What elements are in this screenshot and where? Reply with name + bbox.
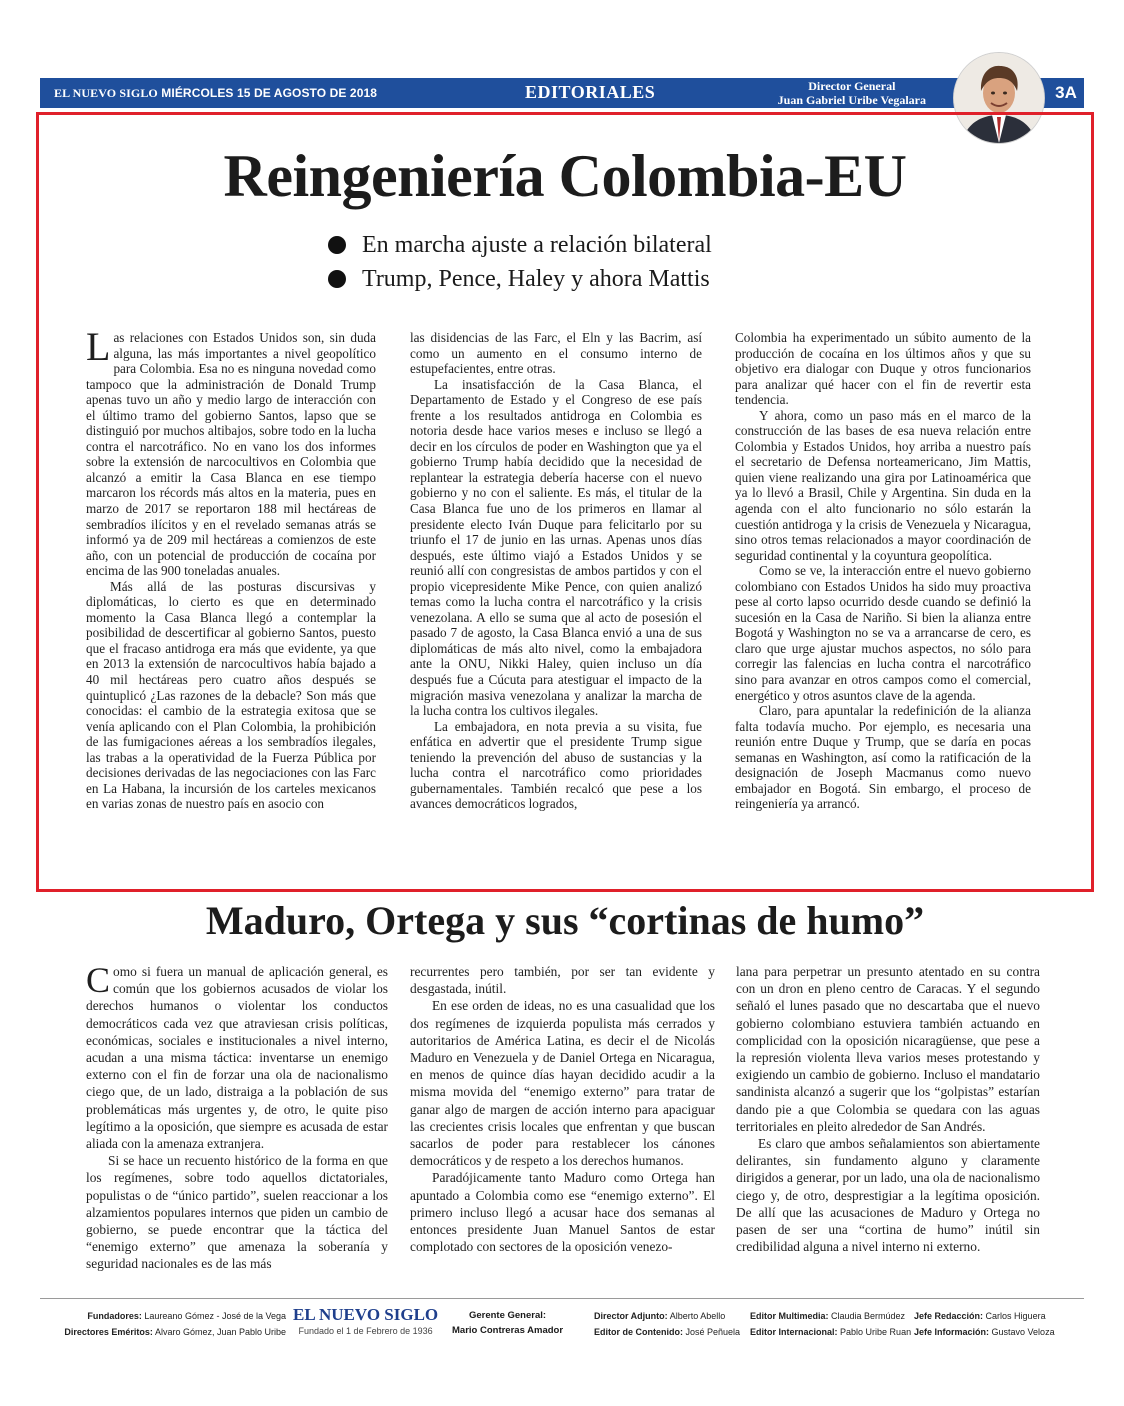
paragraph: Más allá de las posturas discursivas y diplomáticas, lo cierto es que en determinado momento la Casa Blanca llegó a contemplar la posibilidad de descertificar al gobierno Santos, puesto que el fracaso antidroga era más que evidente, ya que en 2013 la extensión de narcocultivos había bajado a 40 mil hectáreas pero cuatro años después se quintuplicó ¿Las razones de la debacle? Son más que conocidas: el cambio de la estrategia exitosa que se venía aplicando con el Plan Colombia, la prohibición de las fumigaciones aéreas a los sembradíos ilegales, las trabas a la operatividad de la Fuerza Pública por decisiones derivadas de las negociaciones con las Farc en La Habana, la incursión de los carteles mexicanos en varias zonas de nuestro país en asocio con	[86, 578, 376, 812]
footer-value: Alvaro Gómez, Juan Pablo Uribe	[154, 1327, 286, 1337]
paragraph: La embajadora, en nota previa a su visita, fue enfática en advertir que el presidente Trump sigue teniendo la prevención del abuso de sustancias y la lucha contra el narcotráfico como prioridades gubernamentales. También recalcó que pese a los avances democráticos logrados,	[410, 718, 702, 812]
paragraph: La insatisfacción de la Casa Blanca, el Departamento de Estado y el Congreso de ese país frente a los resultados antidroga en Colombia es notoria desde hace varios meses e incluso se llegó a decir en los círculos de poder en Washington que ya el gobierno Trump había decidido que la necesidad de replantear la estrategia debería hacerse con el nuevo gobierno y no con el saliente. Es más, el titular de la Casa Blanca fue uno de los primeros en llamar al presidente electo Iván Duque para felicitarlo por su triunfo el 17 de junio en las urnas. Apenas unos días después, este último viajó a Estados Unidos y se reunió allí con congresistas de ambos partidos y con el propio vicepresidente Mike Pence, con quien analizó temas como la lucha contra el narcotráfico y la crisis venezolana. A ello se suma que al acto de posesión el pasado 7 de agosto, la Casa Blanca envió a una de sus diplomáticas de más alto nivel, como la embajadora ante la ONU, Nikki Haley, quien incluso un día después fue a Cúcuta para atestiguar el impacto de la migración masiva venezolana y analizar la marcha de la lucha contra los cultivos ilegales.	[410, 376, 702, 719]
footer-label: Editor Internacional:	[750, 1327, 838, 1337]
footer-value: Pablo Uribe Ruan	[840, 1327, 912, 1337]
subhead-item	[328, 228, 712, 262]
page-header-band	[40, 78, 1084, 108]
footer-editors-2	[750, 1308, 911, 1340]
drop-cap: L	[86, 324, 111, 369]
footer-label: Jefe Información:	[914, 1327, 990, 1337]
footer-value: Carlos Higuera	[985, 1311, 1046, 1321]
editorial-2-column-1	[86, 960, 388, 1273]
footer-founders	[62, 1308, 286, 1340]
header-paper-name: EL NUEVO SIGLO	[54, 86, 158, 100]
paragraph: omo si fuera un manual de aplicación general, es común que los gobiernos acusados de violar los derechos humanos o violentar los conductos democráticos cada vez que atraviesan crisis políticas, económicas, sociales e institucionales a nivel interno, acudan a una misma táctica: inventarse un enemigo externo con el fin de forzar una ola de nacionalismo ciego que, de un lado, distraiga a la población de sus problemáticas más urgentes y, de otro, le quite piso legítimo a la oposición, que siempre es acusada de estar aliada con la amenaza extranjera.	[86, 964, 388, 1152]
footer-founded-date: Fundado el 1 de Febrero de 1936	[298, 1326, 433, 1336]
paragraph: Y ahora, como un paso más en el marco de la construcción de las bases de esa nueva relación entre Colombia y Estados Unidos, hoy arriba a nuestro país el secretario de Defensa norteamericano, Jim Mattis, quien viene realizando una gira por Latinoamérica que ya lo llevó a Brasil, Chile y Argentina. Sin duda en la agenda con el alto funcionario no sólo estarán la cuestión antidroga y la crisis de Venezuela y Nicaragua, sino otros temas relacionados a mayor coordinación de seguridad continental y la coyuntura geopolítica.	[735, 407, 1031, 563]
footer-manager	[452, 1308, 563, 1338]
footer-divider	[40, 1298, 1084, 1299]
bullet-icon	[328, 236, 346, 254]
paragraph: las disidencias de las Farc, el Eln y las Bacrim, así como un aumento en el consumo interno de estupefacientes, entre otras.	[410, 330, 702, 377]
footer-value: José Peñuela	[685, 1327, 741, 1337]
paragraph: Como se ve, la interacción entre el nuevo gobierno colombiano con Estados Unidos ha sido muy proactiva pese al corto lapso ocurrido desde cuando se definió la sucesión en la Casa de Nariño. Si bien la alianza entre Bogotá y Washington no se va a arrancarse de cero, es claro que urge ajustar muchos aspectos, no sólo para corregir las falencias en lucha contra el narcotráfico sino para avanzar en otros campos como el comercial, energético y otros asuntos clave de la agenda.	[735, 563, 1031, 703]
section-title: EDITORIALES	[525, 82, 656, 102]
footer-value: Gustavo Veloza	[991, 1327, 1055, 1337]
paragraph: recurrentes pero también, por ser tan evidente y desgastada, inútil.	[410, 964, 715, 997]
footer-label: Editor de Contenido:	[594, 1327, 683, 1337]
footer-masthead	[293, 1306, 438, 1338]
director-credit	[778, 79, 926, 107]
director-title: Director General	[808, 79, 896, 93]
director-name: Juan Gabriel Uribe Vegalara	[777, 93, 926, 107]
editorial-1-column-1	[86, 324, 376, 812]
footer-editors-1	[594, 1308, 740, 1340]
footer-label: Jefe Redacción:	[914, 1311, 984, 1321]
footer-label: Editor Multimedia:	[750, 1311, 829, 1321]
footer-label: Directores Eméritos:	[64, 1327, 153, 1337]
subhead-text: En marcha ajuste a relación bilateral	[362, 231, 712, 258]
paragraph: Colombia ha experimentado un súbito aumento de la producción de cocaína en los últimos años y que su objetivo era dialogar con Duque y otros funcionarios para analizar qué hacer con el fin de revertir esta tendencia.	[735, 330, 1031, 408]
paragraph: En ese orden de ideas, no es una casualidad que los dos regímenes de izquierda populista más cerrados y autoritarios de América Latina, es decir el de Nicolás Maduro en Venezuela y de Daniel Ortega en Nicaragua, en menos de quince días hayan decidido acudir a la misma movida del “enemigo externo” para tratar de ganar algo de margen de acción interno para apaciguar las crecientes crisis locales que enfrentan y que buscan sacarlos de poder para restablecer los cánones democráticos y de respeto a los derechos humanos.	[410, 998, 715, 1169]
paragraph: lana para perpetrar un presunto atentado en su contra con un dron en pleno centro de Caracas. Y el segundo señaló el lunes pasado que no descartaba que el nuevo gobierno colombiano estuviera también actuando en complicidad con la oposición nicaragüense, que pese a la represión violenta lleva varios meses protestando y exigiendo un cambio de gobierno. Incluso el mandatario sandinista alcanzó a sugerir que los “golpistas” estarían dando pie a que Colombia se quedara con las aguas territoriales en pleito alrededor de San Andrés.	[736, 964, 1040, 1134]
editorial-1-column-2	[410, 330, 702, 812]
subhead-text: Trump, Pence, Haley y ahora Mattis	[362, 265, 710, 292]
header-date: MIÉRCOLES 15 DE AGOSTO DE 2018	[161, 86, 378, 100]
footer-value: Laureano Gómez - José de la Vega	[144, 1311, 286, 1321]
footer-paper-name: EL NUEVO SIGLO	[293, 1305, 439, 1324]
footer-label: Director Adjunto:	[594, 1311, 668, 1321]
footer-editors-3	[914, 1308, 1055, 1340]
paragraph: Es claro que ambos señalamientos son abiertamente delirantes, sin fundamento alguno y claramente dirigidos a generar, por un lado, una ola de nacionalismo ciego y, de otro, desprestigiar a la legítima oposición. De allí que las acusaciones de Maduro y Ortega no pasen de ser una “cortina de humo” inútil sin credibilidad alguna a nivel interno ni externo.	[736, 1136, 1041, 1255]
footer-label: Gerente General:	[468, 1310, 547, 1321]
editorial-2-title: Maduro, Ortega y sus “cortinas de humo”	[205, 898, 925, 943]
paragraph: Paradójicamente tanto Maduro como Ortega han apuntado a Colombia como ese “enemigo externo”. El primero incluso llegó a acusar hace dos semanas al entonces presidente Juan Manuel Santos de estar complotado con sectores de la oposición venezo-	[410, 1170, 715, 1255]
bullet-icon	[328, 270, 346, 288]
subhead-item	[328, 262, 712, 296]
editorial-2-column-2	[410, 963, 715, 1255]
editorial-1-column-3	[735, 330, 1031, 812]
editorial-1-title: Reingeniería Colombia-EU	[223, 143, 907, 209]
paragraph: Si se hace un recuento histórico de la forma en que los regímenes, sobre todo aquellos dictatoriales, populistas o de “único partido”, suelen reaccionar a los alzamientos populares internos que piden un cambio de gobierno, se puede encontrar que la táctica del “enemigo externo” que amenaza la soberanía y seguridad nacionales es de las más	[86, 1153, 388, 1272]
editorial-2-column-3	[736, 963, 1040, 1255]
footer-value: Claudia Bermúdez	[831, 1311, 906, 1321]
footer-label: Fundadores:	[87, 1311, 142, 1321]
header-date-line	[54, 86, 377, 101]
paragraph: Claro, para apuntalar la redefinición de la alianza falta todavía mucho. Por ejemplo, es necesaria una reunión entre Duque y Trump, que se daría en pocas semanas en Washington, así como la ratificación de la designación de Joseph Macmanus como nuevo embajador en Bogotá. Sin embargo, el proceso de reingeniería ya arrancó.	[735, 703, 1031, 812]
drop-cap: C	[86, 960, 111, 1000]
footer-value: Mario Contreras Amador	[452, 1325, 564, 1336]
editorial-1-subheads	[328, 228, 712, 296]
footer-value: Alberto Abello	[669, 1311, 726, 1321]
page-number: 3A	[1055, 83, 1077, 102]
paragraph: as relaciones con Estados Unidos son, sin duda alguna, las más importantes a nivel geopolítico para Colombia. Esa no es ninguna novedad como tampoco que la administración de Donald Trump apenas tuvo un año y medio largo de interacción con el último tramo del gobierno Santos, lapso que se distinguió por muchos altibajos, sobre todo en la lucha contra el narcotráfico. No en vano los dos informes sobre la extensión de narcocultivos en Colombia que alcanzó a emitir la Casa Blanca en ese tiempo marcaron los récords más altos en la materia, pues en marzo de 2017 se reportaron 188 mil hectáreas de sembradíos ilícitos y en el revelado semanas atrás se informó ya de 209 mil hectáreas a comienzos de este año, con un potencial de producción de cocaína por encima de las 900 toneladas anuales.	[86, 330, 376, 579]
